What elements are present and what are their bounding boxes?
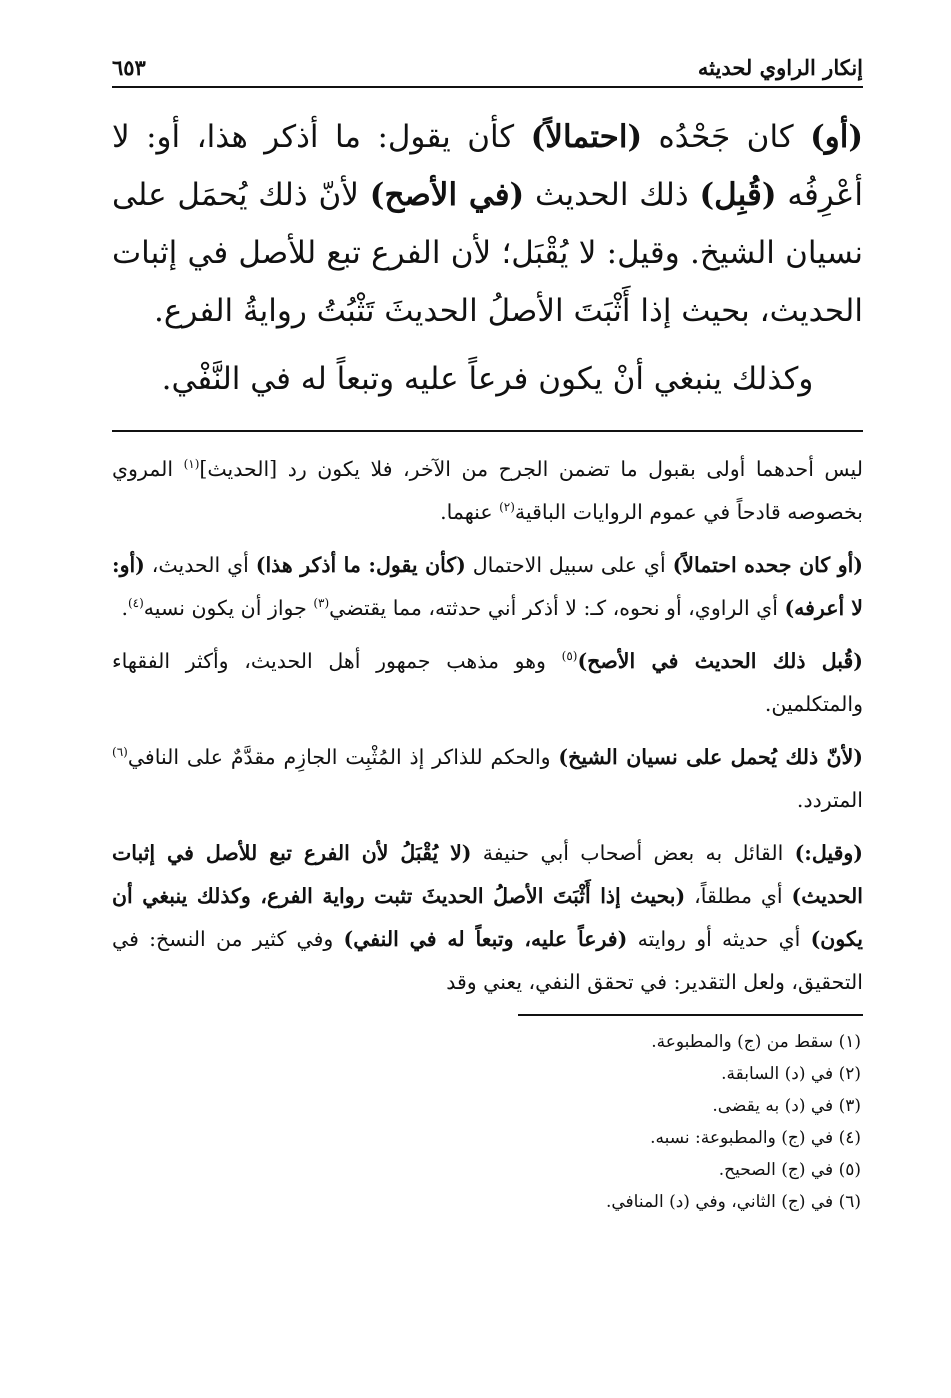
footnote-ref: (٥) — [561, 649, 578, 664]
footnote-item: (٤) في (ج) والمطبوعة: نسبه. — [650, 1128, 861, 1148]
text-span: كان جَحْدُه — [642, 119, 811, 155]
footnote-ref: (٦) — [112, 745, 128, 760]
bold-term: (أو) — [810, 119, 864, 155]
page-number: ٦٥٣ — [112, 55, 146, 80]
main-text-paragraph-1 — [112, 108, 863, 340]
commentary-paragraph-4 — [112, 736, 863, 822]
text-span: أي على سبيل الاحتمال — [465, 553, 673, 577]
text-separator — [112, 430, 863, 432]
footnote-item: (١) سقط من (ج) والمطبوعة. — [651, 1032, 861, 1052]
footnote-ref: (١) — [183, 457, 200, 472]
footnote-item: (٦) في (ج) الثاني، وفي (د) المنافي. — [605, 1192, 861, 1212]
header-rule — [112, 86, 863, 88]
footnote-ref: (٣) — [313, 596, 330, 611]
text-span: أي مطلقاً، — [685, 884, 792, 908]
bold-term: (لا يُقْبَلُ لأن الفرع تبع للأصل في إثبات الحديث) — [112, 841, 863, 908]
bold-term: (كأن يقول: ما أذكر هذا) — [255, 553, 466, 577]
footnote-item: (٥) في (ج) الصحيح. — [718, 1160, 861, 1180]
text-span: . — [121, 596, 128, 620]
footnote-rule — [518, 1014, 863, 1016]
text-span: وفي كثير من النسخ: في التحقيق، ولعل التقدير: في تحقق النفي، يعني وقد — [112, 927, 863, 994]
bold-term: (قُبل ذلك الحديث في الأصح) — [577, 649, 863, 673]
text-span: أي الراوي، أو نحوه، كـ: لا أذكر أني حدثته، مما يقتضي — [329, 596, 785, 620]
text-span: جواز أن يكون نسيه — [143, 596, 314, 620]
bold-term: (لأنّ ذلك يُحمل على نسيان الشيخ) — [558, 745, 864, 769]
bold-term: (وقيل:) — [794, 841, 863, 865]
bold-term: (فرعاً عليه، وتبعاً له في النفي) — [343, 927, 628, 951]
page-header — [112, 40, 863, 80]
text-span: القائل به بعض أصحاب أبي حنيفة — [471, 841, 795, 865]
commentary-paragraph-1 — [112, 448, 863, 534]
bold-term: (في الأصح) — [369, 177, 525, 213]
text-span: عنهما. — [440, 500, 500, 524]
text-span: كأن يقول: ما أذكر هذا، أو: لا أعْرِفُه — [112, 119, 863, 213]
commentary — [112, 448, 863, 1004]
main-text-paragraph-2: وكذلك ينبغي أنْ يكون فرعاً عليه وتبعاً له في النَّفْي. — [161, 361, 814, 397]
main-text — [112, 108, 863, 408]
footnote-ref: (٢) — [499, 500, 515, 515]
bold-term: (قُبِل) — [699, 177, 777, 213]
text-span: المتردد. — [796, 788, 863, 812]
text-span: وهو مذهب جمهور أهل الحديث، وأكثر الفقهاء والمتكلمين. — [112, 649, 863, 716]
bold-term: (أو كان جحده احتمالاً) — [672, 553, 863, 577]
running-title: إنكار الراوي لحديثه — [697, 55, 863, 80]
text-span: لأنّ ذلك يُحمَل على نسيان الشيخ. وقيل: لا يُقْبَل؛ لأن الفرع تبع للأصل في إثبات الحديث، بحيث إذا أَثْبَتَ الأصلُ الحديثَ تَثْبُتُ روايةُ الفرع. — [112, 177, 863, 329]
bold-term: (بحيث إذا أَثْبَتَ الأصلُ الحديثَ تثبت رواية الفرع، وكذلك ينبغي أن يكون) — [112, 884, 863, 951]
footnote-item: (٢) في (د) السابقة. — [721, 1064, 861, 1084]
text-span: أي الحديث، — [144, 553, 256, 577]
text-span: أي حديثه أو روايته — [627, 927, 811, 951]
footnotes — [112, 1026, 863, 1218]
commentary-paragraph-5 — [112, 832, 863, 1004]
commentary-paragraph-3 — [112, 640, 863, 726]
text-span: المروي بخصوصه قادحاً في عموم الروايات الباقية — [112, 457, 863, 524]
footnote-ref: (٤) — [127, 596, 144, 611]
text-span: ليس أحدهما أولى بقبول ما تضمن الجرح من الآخر، فلا يكون رد [الحديث] — [199, 457, 863, 481]
text-span: ذلك الحديث — [524, 177, 700, 213]
bold-term: (أو: لا أعرفه) — [112, 553, 863, 620]
commentary-paragraph-2 — [112, 544, 863, 630]
bold-term: (احتمالاً) — [530, 119, 643, 155]
footnote-item: (٣) في (د) به يقضى. — [712, 1096, 861, 1116]
text-span: والحكم للذاكر إذ المُثْبِت الجازِم مقدَّمٌ على النافي — [127, 745, 559, 769]
